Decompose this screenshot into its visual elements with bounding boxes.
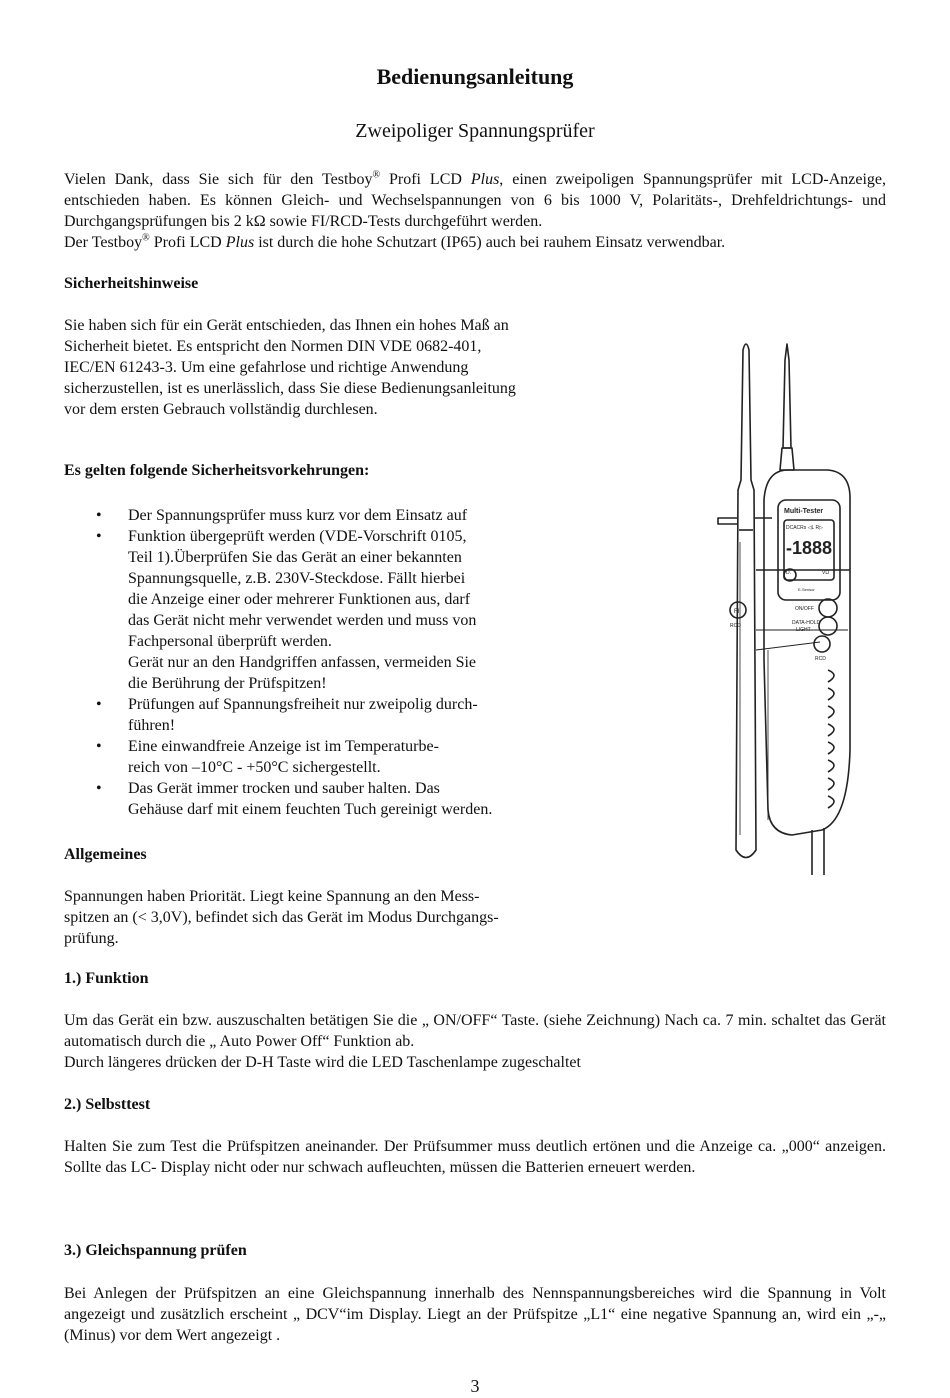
rcd-button [814, 636, 830, 652]
fi-label: FI [734, 609, 740, 615]
list-item: Gerät nur an den Handgriffen anfassen, vermeiden Sie [128, 654, 477, 671]
bullet: • [96, 528, 102, 545]
section-2-heading: 2.) Selbsttest [64, 1096, 151, 1113]
left-finger-guard [718, 518, 737, 524]
section-1-paragraph-2: Durch längeres drücken der D-H Taste wird die LED Taschenlampe zugeschaltet [64, 1054, 581, 1071]
bullet: • [96, 696, 102, 713]
intro-paragraph-2 [64, 232, 886, 253]
rcd-right-label: RCD [815, 656, 826, 662]
intro-text: Profi LCD [149, 234, 226, 251]
text-line: Spannungen haben Priorität. Liegt keine Spannung an den Mess- [64, 888, 480, 905]
list-item: die Anzeige einer oder mehrerer Funktionen aus, darf [128, 591, 471, 608]
intro-paragraph [64, 169, 886, 232]
section-3-paragraph: Bei Anlegen der Prüfspitzen an eine Gleichspannung innerhalb des Nennspannungsbereiches wird die Spannung in Volt angezeigt und zusätzlich erscheint „ DCV“im Display. Liegt an der Prüfspitze „L1“ eine negative Spannung an, wird ein „-„ (Minus) vor dem Wert angezeigt . [64, 1285, 886, 1344]
onoff-button [819, 599, 837, 617]
list-item: • Der Spannungsprüfer muss kurz vor dem Einsatz auf [96, 507, 468, 524]
precautions-list [64, 505, 584, 820]
registered-mark: ® [372, 169, 381, 181]
list-item: • Eine einwandfreie Anzeige ist im Temperaturbe- [96, 738, 439, 755]
list-item: Teil 1).Überprüfen Sie das Gerät an einer bekannten [128, 549, 462, 566]
bullet: • [96, 507, 102, 524]
light-label: LIGHT [796, 627, 811, 633]
precautions-heading: Es gelten folgende Sicherheitsvorkehrungen: [64, 462, 370, 479]
safety-paragraph: Sie haben sich für ein Gerät entschieden, das Ihnen ein hohes Maß an Sicherheit bietet. Es entspricht den Normen DIN VDE 0682-401, IEC/EN 61243-3. Um eine gefahrlose und richtige Anwendung sicherzustellen, ist es unerlässlich, dass Sie diese Bedienungsanleitung vor dem ersten Gebrauch vollständig durchlesen. [64, 317, 516, 418]
general-paragraph [64, 886, 584, 949]
intro-text: Profi LCD [380, 171, 471, 188]
plus-italic: Plus [470, 171, 500, 188]
data-hold-label: DATA-HOLD [792, 620, 821, 626]
lcd-bottom-left: D. [786, 570, 791, 576]
left-probe-outline [736, 344, 756, 858]
intro-text: Vielen Dank, dass Sie sich für den Testboy [64, 171, 373, 188]
intro-text: ist durch die hohe Schutzart (IP65) auch bei rauhem Einsatz verwendbar. [254, 234, 726, 251]
list-item: Fachpersonal überprüft werden. [128, 633, 332, 650]
page-number: 3 [470, 1376, 480, 1396]
list-item: Spannungsquelle, z.B. 230V-Steckdose. Fällt hierbei [128, 570, 466, 587]
section-2-paragraph: Halten Sie zum Test die Prüfspitzen aneinander. Der Prüfsummer muss deutlich ertönen und die Anzeige ca. „000“ anzeigen. Sollte das LC- Display nicht oder nur schwach aufleuchten, müssen die Batterien erneuert werden. [64, 1138, 886, 1176]
bullet: • [96, 780, 102, 797]
plus-italic: Plus [225, 234, 255, 251]
section-1-heading: 1.) Funktion [64, 970, 149, 987]
text-line: spitzen an (< 3,0V), befindet sich das Gerät im Modus Durchgangs- [64, 909, 499, 926]
page-subtitle: Zweipoliger Spannungsprüfer [355, 120, 595, 142]
general-heading: Allgemeines [64, 846, 147, 863]
list-item: das Gerät nicht mehr verwendet werden und muss von [128, 612, 477, 629]
list-item: führen! [128, 717, 176, 734]
safety-heading: Sicherheitshinweise [64, 275, 199, 292]
bullet: • [96, 738, 102, 755]
registered-mark: ® [142, 232, 150, 244]
intro-text: Der Testboy [64, 234, 143, 251]
list-item: die Berührung der Prüfspitzen! [128, 675, 327, 692]
text-line: prüfung. [64, 930, 119, 947]
section-1-paragraph: Um das Gerät ein bzw. auszuschalten betätigen Sie die „ ON/OFF“ Taste. (siehe Zeichnung) Nach ca. 7 min. schaltet das Gerät automatisch durch die „ Auto Power Off“ Funktion ab. [64, 1012, 886, 1050]
section-3-heading: 3.) Gleichspannung prüfen [64, 1242, 247, 1259]
brand-label: Multi-Tester [784, 508, 824, 515]
list-item: • Das Gerät immer trocken und sauber halten. Das [96, 780, 440, 797]
grip-ribs [828, 670, 834, 808]
lcd-top-label: DCACRs ◁L R▷ [786, 525, 823, 531]
list-item: reich von –10°C - +50°C sichergestellt. [128, 759, 381, 776]
data-hold-button [819, 617, 837, 635]
lcd-bottom-right: VΩ [822, 570, 830, 576]
lcd-digits: -1888 [786, 538, 833, 558]
list-item: Gehäuse darf mit einem feuchten Tuch gereinigt werden. [128, 801, 493, 818]
sensor-label: E-Sensor [798, 587, 815, 592]
intro-text: , einen zweipoligen Spannungsprüfer mit LCD-Anzeige, entschieden haben. Es können Gleich- und Wechselspannungen von 6 bis 1000 V, Polaritäts-, Drehfeldrichtungs- und Durchgangsprüfungen bis 2 kΩ sowie FI/RCD-Tests durchgeführt werden. [64, 171, 887, 230]
voltage-tester-illustration [700, 330, 870, 880]
cable [812, 828, 824, 875]
right-probe-tip [783, 344, 791, 448]
onoff-label: ON/OFF [795, 606, 814, 612]
list-item: • Prüfungen auf Spannungsfreiheit nur zweipolig durch- [96, 696, 478, 713]
page-title: Bedienungsanleitung [376, 64, 574, 89]
rcd-left-label: RCD [730, 623, 741, 629]
list-item: • Funktion übergeprüft werden (VDE-Vorschrift 0105, [96, 528, 467, 545]
